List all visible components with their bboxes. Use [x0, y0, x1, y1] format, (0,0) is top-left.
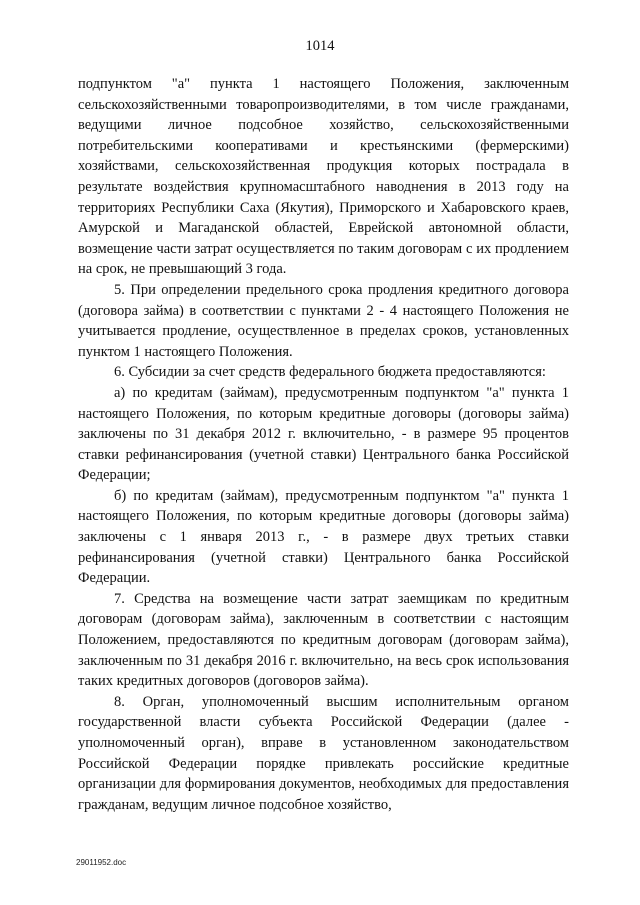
paragraph-6-b: б) по кредитам (займам), предусмотренным подпунктом "а" пункта 1 настоящего Положения, по которым кредитные договоры (договоры займа) заключены с 1 января 2013 г., - в размере двух третьих ставки рефинансирования (учетной ставки) Центрального банка Российской Федерации.: [78, 487, 569, 587]
paragraph-5: 5. При определении предельного срока продления кредитного договора (договора займа) в соответствии с пунктами 2 - 4 настоящего Положения не учитывается продление, осуществленное в пределах сроков, установленных пунктом 1 настоящего Положения.: [78, 281, 569, 360]
paragraph-6-a: а) по кредитам (займам), предусмотренным подпунктом "а" пункта 1 настоящего Положения, по которым кредитные договоры (договоры займа) заключены по 31 декабря 2012 г. включительно, - в размере 95 процентов ставки рефинансирования (учетной ставки) Центрального банка Российской Федерации;: [78, 384, 569, 484]
document-body: [78, 74, 569, 815]
footer-file-name: 29011952.doc: [76, 858, 127, 867]
paragraph-8: 8. Орган, уполномоченный высшим исполнительным органом государственной власти субъекта Российской Федерации (далее - уполномоченный орган), вправе в установленном законодательством Российской Федерации порядке привлекать российские кредитные организации для формирования документов, необходимых для предоставления гражданам, ведущим личное подсобное хозяйство,: [78, 693, 569, 813]
paragraph-6: 6. Субсидии за счет средств федерального бюджета предоставляются:: [114, 364, 546, 381]
paragraph-7: 7. Средства на возмещение части затрат заемщикам по кредитным договорам (договорам займа), заключенным в соответствии с настоящим Положением, предоставляются по кредитным договорам (договорам займа), заключенным по 31 декабря 2016 г. включительно, на весь срок использования таких кредитных договоров (договоров займа).: [78, 590, 569, 690]
paragraph-continuation: подпунктом "а" пункта 1 настоящего Положения, заключенным сельскохозяйственными товаропроизводителями, в том числе гражданами, ведущими личное подсобное хозяйство, сельскохозяйственными потребительскими кооперативами и крестьянскими (фермерскими) хозяйствами, сельскохозяйственная продукция которых пострадала в результате воздействия крупномасштабного наводнения в 2013 году на территориях Республики Саха (Якутия), Приморского и Хабаровского краев, Амурской и Магаданской областей, Еврейской автономной области, возмещение части затрат осуществляется по таким договорам с их продлением на срок, не превышающий 3 года.: [78, 76, 569, 278]
page-number: 1014: [305, 38, 335, 54]
